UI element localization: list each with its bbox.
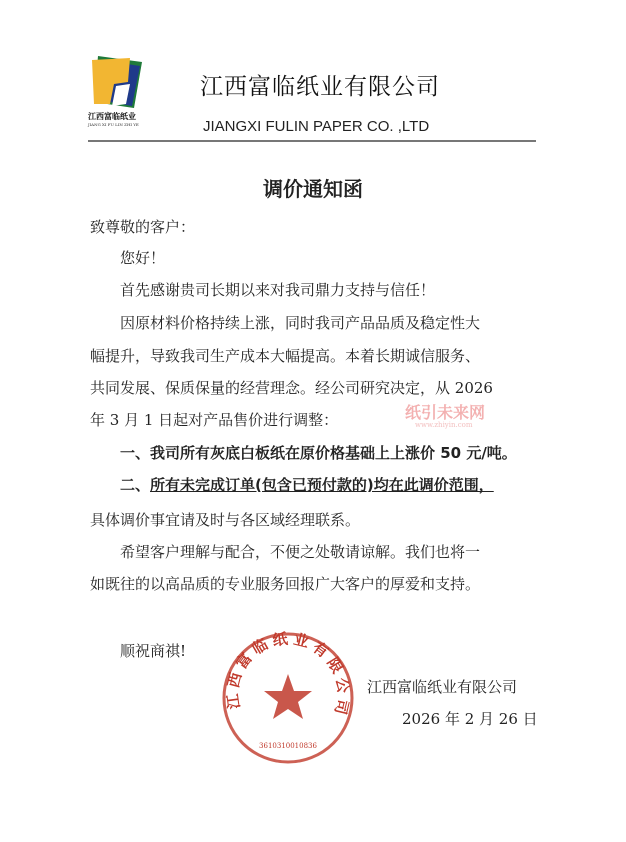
paragraph-line: 如既往的以高品质的专业服务回报广大客户的厚爱和支持。 — [90, 575, 481, 593]
header-divider — [88, 140, 536, 142]
paragraph-line: 年 3 月 1 日起对产品售价进行调整： — [90, 411, 339, 429]
item-2-prefix: 二、 — [120, 476, 151, 494]
company-name-cn: 江西富临纸业有限公司 — [200, 74, 440, 100]
watermark-text: 纸引未来网 — [405, 403, 486, 422]
company-logo — [90, 52, 146, 110]
stamp-number: 3610310010836 — [259, 742, 317, 750]
signature-date: 2026 年 2 月 26 日 — [402, 710, 538, 728]
logo-text-en: JIANG XI FU LIN ZHI YE — [88, 122, 139, 127]
paragraph-line: 因原材料价格持续上涨，同时我司产品品质及稳定性大 — [120, 314, 481, 332]
price-item-1: 一、我司所有灰底白板纸在原价格基础上上涨价 50 元/吨。 — [120, 444, 517, 462]
signature-company: 江西富临纸业有限公司 — [367, 678, 518, 696]
company-name-en: JIANGXI FULIN PAPER CO. ,LTD — [203, 118, 430, 135]
item-2-text: 所有未完成订单(包含已预付款的)均在此调价范围， — [150, 476, 494, 494]
item-2-continuation: 具体调价事宜请及时与各区域经理联系。 — [90, 511, 361, 529]
company-seal-stamp — [218, 628, 358, 768]
watermark-url: www.zhiyin.com — [415, 421, 473, 429]
paragraph-line: 共同发展、保质保量的经营理念。经公司研究决定，从 2026 — [90, 379, 493, 397]
paragraph-line: 幅提升，导致我司生产成本大幅提高。本着长期诚信服务、 — [90, 347, 481, 365]
greeting: 您好！ — [120, 249, 166, 267]
document-title: 调价通知函 — [263, 177, 363, 201]
price-item-2 — [120, 474, 494, 495]
logo-text-cn: 江西富临纸业 — [88, 111, 136, 121]
stamp-text: 江西富临纸业有限公司 — [223, 629, 353, 717]
paragraph-line: 希望客户理解与配合，不便之处敬请谅解。我们也将一 — [120, 543, 481, 561]
salutation: 致尊敬的客户： — [90, 218, 196, 236]
thanks-line: 首先感谢贵司长期以来对我司鼎力支持与信任！ — [120, 281, 436, 299]
closing: 顺祝商祺! — [120, 642, 187, 660]
